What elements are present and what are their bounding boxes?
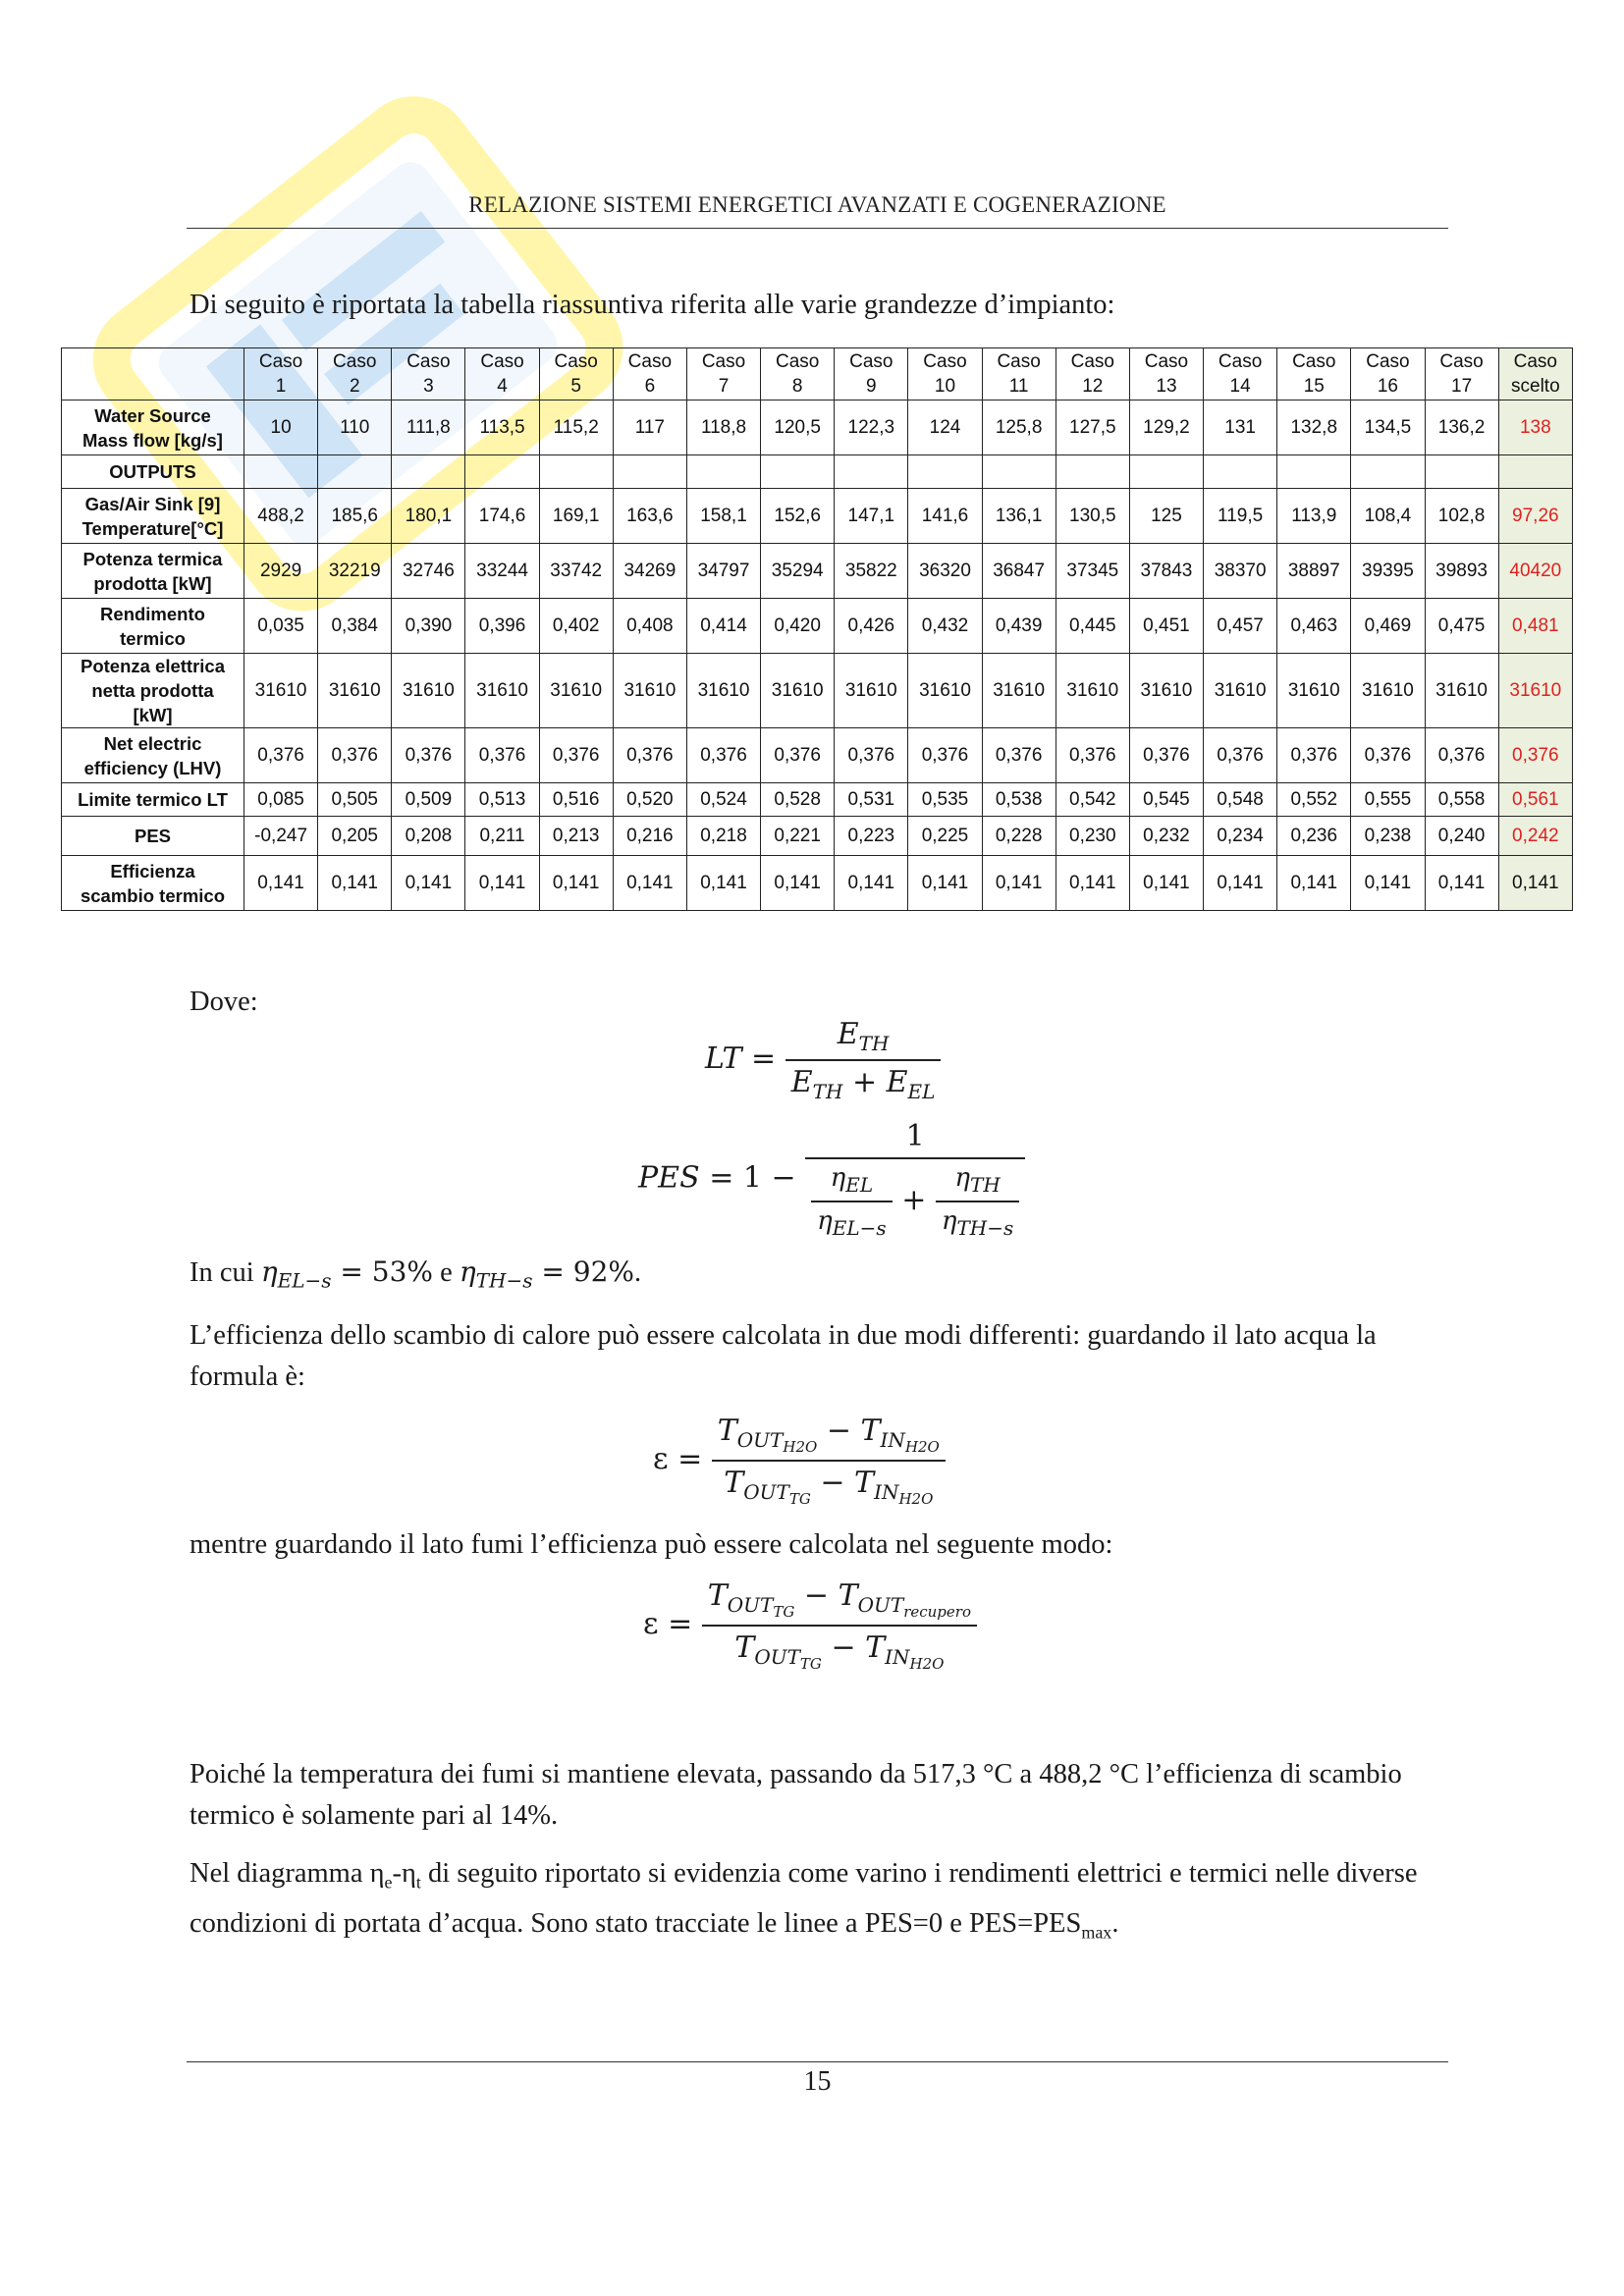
table-cell: 102,8 <box>1425 489 1498 544</box>
table-cell: 131 <box>1204 400 1277 455</box>
table-cell: 35822 <box>835 544 908 599</box>
dove-text: Dove: <box>189 987 258 1017</box>
table-row <box>62 856 1573 911</box>
table-cell: 125 <box>1129 489 1203 544</box>
table-cell: 0,396 <box>465 599 539 654</box>
table-cell: 31610 <box>1204 654 1277 728</box>
table-cell: 0,236 <box>1277 817 1351 856</box>
table-cell: 125,8 <box>982 400 1056 455</box>
table-cell: 0,548 <box>1204 783 1277 817</box>
table-cell <box>392 455 465 489</box>
formula-lt: LT = $\frac{E_{TH}}{E_{TH} + E_{EL}}$ <box>705 1017 941 1103</box>
table-cell <box>761 455 835 489</box>
table-cell: 0,516 <box>539 783 613 817</box>
table-cell: 37345 <box>1056 544 1129 599</box>
table-cell: 115,2 <box>539 400 613 455</box>
table-cell: 0,376 <box>1498 728 1572 783</box>
header-rule <box>187 228 1448 229</box>
table-cell: 141,6 <box>908 489 982 544</box>
table-cell: 0,376 <box>761 728 835 783</box>
table-cell: 32219 <box>318 544 392 599</box>
intro-text: Di seguito è riportata la tabella riassuntiva riferita alle varie grandezze d’impianto: <box>189 290 1115 320</box>
column-header: Caso 15 <box>1277 348 1351 400</box>
page-number: 15 <box>803 2066 832 2097</box>
column-header: Caso 11 <box>982 348 1056 400</box>
table-cell: 0,141 <box>1129 856 1203 911</box>
table-cell: 108,4 <box>1351 489 1425 544</box>
table-cell: 0,505 <box>318 783 392 817</box>
row-label: PES <box>62 817 244 856</box>
table-cell: 113,9 <box>1277 489 1351 544</box>
table-cell: 31610 <box>835 654 908 728</box>
table-cell: -0,247 <box>244 817 318 856</box>
table-cell: 0,376 <box>244 728 318 783</box>
column-header: Caso 5 <box>539 348 613 400</box>
table-cell: 0,376 <box>1425 728 1498 783</box>
table-cell: 31610 <box>1498 654 1572 728</box>
table-cell: 0,141 <box>908 856 982 911</box>
table-cell <box>318 455 392 489</box>
table-cell: 117 <box>613 400 686 455</box>
table-cell: 0,376 <box>465 728 539 783</box>
column-header: Caso 7 <box>686 348 760 400</box>
table-row <box>62 654 1573 728</box>
table-cell: 0,216 <box>613 817 686 856</box>
table-cell: 136,2 <box>1425 400 1498 455</box>
table-cell: 174,6 <box>465 489 539 544</box>
table-cell <box>1351 455 1425 489</box>
column-header: Caso 16 <box>1351 348 1425 400</box>
column-header: Caso 6 <box>613 348 686 400</box>
table-cell: 0,509 <box>392 783 465 817</box>
table-cell: 31610 <box>539 654 613 728</box>
table-cell: 0,513 <box>465 783 539 817</box>
column-header: Caso 8 <box>761 348 835 400</box>
column-header: Caso 9 <box>835 348 908 400</box>
table-cell: 38897 <box>1277 544 1351 599</box>
table-row <box>62 544 1573 599</box>
table-header-row <box>62 348 1573 400</box>
column-header: Caso 1 <box>244 348 318 400</box>
column-header: Caso scelto <box>1498 348 1572 400</box>
table-cell <box>244 455 318 489</box>
table-cell: 0,141 <box>1425 856 1498 911</box>
table-row <box>62 455 1573 489</box>
table-cell: 0,085 <box>244 783 318 817</box>
table-cell: 0,228 <box>982 817 1056 856</box>
table-row <box>62 817 1573 856</box>
table-cell: 0,141 <box>1204 856 1277 911</box>
table-cell <box>1056 455 1129 489</box>
row-label: Potenza elettrica netta prodotta [kW] <box>62 654 244 728</box>
column-header: Caso 4 <box>465 348 539 400</box>
table-cell: 0,232 <box>1129 817 1203 856</box>
table-cell: 111,8 <box>392 400 465 455</box>
table-cell: 33742 <box>539 544 613 599</box>
column-header: Caso 3 <box>392 348 465 400</box>
table-cell: 0,240 <box>1425 817 1498 856</box>
table-cell: 163,6 <box>613 489 686 544</box>
table-cell: 0,141 <box>1498 856 1572 911</box>
table-cell: 488,2 <box>244 489 318 544</box>
poiche-text: Poiché la temperatura dei fumi si mantiene elevata, passando da 517,3 °C a 488,2 °C l’efficienza di scambio termico è solamente pari al 14%. <box>189 1759 1402 1831</box>
summary-table <box>61 347 1573 911</box>
table-cell: 35294 <box>761 544 835 599</box>
table-cell: 0,141 <box>982 856 1056 911</box>
table-cell: 31610 <box>465 654 539 728</box>
table-cell: 0,420 <box>761 599 835 654</box>
table-cell <box>1425 455 1498 489</box>
table-cell: 10 <box>244 400 318 455</box>
table-cell: 0,451 <box>1129 599 1203 654</box>
table-cell: 122,3 <box>835 400 908 455</box>
table-cell: 118,8 <box>686 400 760 455</box>
table-cell: 129,2 <box>1129 400 1203 455</box>
table-cell: 0,141 <box>835 856 908 911</box>
table-cell: 0,141 <box>613 856 686 911</box>
table-cell: 0,213 <box>539 817 613 856</box>
table-cell: 169,1 <box>539 489 613 544</box>
formula-epsilon-gas: ε = $\frac{T_{OUT_{TG}} - T_{OUT_{recupero}}}{T_{OUT_{TG}} - T_{IN_{H2O}}}$ <box>643 1578 977 1673</box>
table-cell: 0,242 <box>1498 817 1572 856</box>
table-cell: 0,141 <box>244 856 318 911</box>
table-cell: 36847 <box>982 544 1056 599</box>
table-cell <box>1204 455 1277 489</box>
table-cell: 34797 <box>686 544 760 599</box>
table-cell: 0,218 <box>686 817 760 856</box>
table-corner-cell <box>62 348 244 400</box>
table-cell: 185,6 <box>318 489 392 544</box>
table-cell: 0,376 <box>1277 728 1351 783</box>
table-cell: 0,538 <box>982 783 1056 817</box>
table-cell: 0,141 <box>539 856 613 911</box>
table-cell: 0,205 <box>318 817 392 856</box>
header-title: RELAZIONE SISTEMI ENERGETICI AVANZATI E COGENERAZIONE <box>468 192 1166 217</box>
table-cell: 31610 <box>982 654 1056 728</box>
table-cell: 0,531 <box>835 783 908 817</box>
table-cell: 0,141 <box>686 856 760 911</box>
table-cell: 136,1 <box>982 489 1056 544</box>
table-cell: 0,376 <box>835 728 908 783</box>
table-row <box>62 400 1573 455</box>
table-cell: 2929 <box>244 544 318 599</box>
table-cell: 0,376 <box>1056 728 1129 783</box>
table-cell: 0,552 <box>1277 783 1351 817</box>
table-cell: 0,376 <box>1204 728 1277 783</box>
table-cell: 31610 <box>318 654 392 728</box>
table-row <box>62 783 1573 817</box>
table-cell: 138 <box>1498 400 1572 455</box>
table-cell: 40420 <box>1498 544 1572 599</box>
table-cell: 0,475 <box>1425 599 1498 654</box>
table-cell <box>982 455 1056 489</box>
table-cell: 0,545 <box>1129 783 1203 817</box>
table-cell: 0,141 <box>465 856 539 911</box>
table-cell: 0,408 <box>613 599 686 654</box>
table-cell <box>1277 455 1351 489</box>
column-header: Caso 10 <box>908 348 982 400</box>
table-cell: 0,376 <box>613 728 686 783</box>
table-cell: 0,141 <box>761 856 835 911</box>
table-cell: 0,376 <box>392 728 465 783</box>
table-cell: 0,376 <box>1129 728 1203 783</box>
table-cell: 0,234 <box>1204 817 1277 856</box>
table-cell <box>1498 455 1572 489</box>
column-header: Caso 2 <box>318 348 392 400</box>
table-cell: 0,520 <box>613 783 686 817</box>
table-cell: 31610 <box>1277 654 1351 728</box>
table-cell: 0,376 <box>318 728 392 783</box>
table-cell: 31610 <box>1425 654 1498 728</box>
table-cell: 31610 <box>244 654 318 728</box>
table-cell: 0,524 <box>686 783 760 817</box>
table-cell: 0,384 <box>318 599 392 654</box>
table-cell: 0,141 <box>392 856 465 911</box>
table-cell: 0,376 <box>982 728 1056 783</box>
table-cell: 36320 <box>908 544 982 599</box>
row-label: Net electric efficiency (LHV) <box>62 728 244 783</box>
table-cell: 0,426 <box>835 599 908 654</box>
table-cell: 0,376 <box>908 728 982 783</box>
row-label: Limite termico LT <box>62 783 244 817</box>
row-label: Water Source Mass flow [kg/s] <box>62 400 244 455</box>
table-cell: 31610 <box>1129 654 1203 728</box>
table-cell: 37843 <box>1129 544 1203 599</box>
table-cell: 0,445 <box>1056 599 1129 654</box>
table-cell: 32746 <box>392 544 465 599</box>
table-cell <box>835 455 908 489</box>
table-row <box>62 599 1573 654</box>
table-cell: 124 <box>908 400 982 455</box>
table-cell: 134,5 <box>1351 400 1425 455</box>
row-label: Efficienza scambio termico <box>62 856 244 911</box>
mentre-text: mentre guardando il lato fumi l’efficienza può essere calcolata nel seguente modo: <box>189 1529 1113 1560</box>
table-cell: 0,469 <box>1351 599 1425 654</box>
table-cell: 0,035 <box>244 599 318 654</box>
table-cell: 130,5 <box>1056 489 1129 544</box>
table-cell <box>908 455 982 489</box>
table-cell: 0,211 <box>465 817 539 856</box>
table-cell: 39893 <box>1425 544 1498 599</box>
column-header: Caso 13 <box>1129 348 1203 400</box>
in-cui-text: In cui $\eta_{EL-s} = 53\%$ e $\eta_{TH-s} = 92\%$. <box>189 1255 642 1293</box>
table-cell: 0,223 <box>835 817 908 856</box>
table-cell: 0,225 <box>908 817 982 856</box>
row-label: OUTPUTS <box>62 455 244 489</box>
table-cell: 0,402 <box>539 599 613 654</box>
table-cell: 0,141 <box>318 856 392 911</box>
table-cell: 0,238 <box>1351 817 1425 856</box>
table-cell: 0,481 <box>1498 599 1572 654</box>
row-label: Potenza termica prodotta [kW] <box>62 544 244 599</box>
table-cell: 0,208 <box>392 817 465 856</box>
table-cell: 0,558 <box>1425 783 1498 817</box>
table-cell: 0,561 <box>1498 783 1572 817</box>
table-cell: 31610 <box>686 654 760 728</box>
table-cell <box>613 455 686 489</box>
table-cell: 119,5 <box>1204 489 1277 544</box>
table-cell <box>539 455 613 489</box>
efficienza-text: L’efficienza dello scambio di calore può essere calcolata in due modi differenti: guardando il lato acqua la formula è: <box>189 1320 1377 1392</box>
table-cell: 0,230 <box>1056 817 1129 856</box>
table-cell: 0,141 <box>1056 856 1129 911</box>
table-cell: 147,1 <box>835 489 908 544</box>
table-cell: 0,376 <box>1351 728 1425 783</box>
table-cell: 0,555 <box>1351 783 1425 817</box>
table-cell: 0,542 <box>1056 783 1129 817</box>
table-cell: 180,1 <box>392 489 465 544</box>
table-cell: 0,376 <box>539 728 613 783</box>
table-cell: 0,141 <box>1351 856 1425 911</box>
table-cell <box>1129 455 1203 489</box>
table-cell: 0,535 <box>908 783 982 817</box>
table-row <box>62 489 1573 544</box>
table-cell <box>686 455 760 489</box>
table-cell: 0,432 <box>908 599 982 654</box>
table-row <box>62 728 1573 783</box>
table-cell: 0,390 <box>392 599 465 654</box>
column-header: Caso 17 <box>1425 348 1498 400</box>
table-cell: 33244 <box>465 544 539 599</box>
table-cell: 38370 <box>1204 544 1277 599</box>
table-cell: 0,439 <box>982 599 1056 654</box>
table-cell: 34269 <box>613 544 686 599</box>
table-cell: 0,376 <box>686 728 760 783</box>
table-cell: 152,6 <box>761 489 835 544</box>
table-cell: 120,5 <box>761 400 835 455</box>
formula-pes: PES = 1 − 1 $\frac{\eta_{EL}}{\eta_{EL-s}}$ + $\frac{\eta_{TH}}{\eta_{TH-s}}$ <box>638 1119 1025 1240</box>
table-cell: 31610 <box>613 654 686 728</box>
table-cell: 158,1 <box>686 489 760 544</box>
table-cell: 0,221 <box>761 817 835 856</box>
table-cell: 31610 <box>1056 654 1129 728</box>
formula-epsilon-water: ε = $\frac{T_{OUT_{H2O}} - T_{IN_{H2O}}}{T_{OUT_{TG}} - T_{IN_{H2O}}}$ <box>653 1414 946 1508</box>
table-cell: 127,5 <box>1056 400 1129 455</box>
footer-rule <box>187 2061 1448 2062</box>
table-cell: 31610 <box>908 654 982 728</box>
table-cell <box>465 455 539 489</box>
table-cell: 132,8 <box>1277 400 1351 455</box>
table-cell: 39395 <box>1351 544 1425 599</box>
table-cell: 31610 <box>1351 654 1425 728</box>
table-cell: 0,141 <box>1277 856 1351 911</box>
table-cell: 110 <box>318 400 392 455</box>
diagram-text: Nel diagramma $\eta_e-\eta_t$ di seguito riportato si evidenzia come varino i rendimenti elettrici e termici nelle diverse condizioni di portata d’acqua. Sono stato tracciate le linee a PES=0 e $PES=PES_{max}$. <box>189 1858 1418 1943</box>
column-header: Caso 14 <box>1204 348 1277 400</box>
row-label: Rendimento termico <box>62 599 244 654</box>
table-cell: 113,5 <box>465 400 539 455</box>
table-cell: 31610 <box>392 654 465 728</box>
table-cell: 0,414 <box>686 599 760 654</box>
table-cell: 0,457 <box>1204 599 1277 654</box>
table-cell: 31610 <box>761 654 835 728</box>
row-label: Gas/Air Sink [9] Temperature[°C] <box>62 489 244 544</box>
table-cell: 0,463 <box>1277 599 1351 654</box>
column-header: Caso 12 <box>1056 348 1129 400</box>
table-cell: 97,26 <box>1498 489 1572 544</box>
table-cell: 0,528 <box>761 783 835 817</box>
